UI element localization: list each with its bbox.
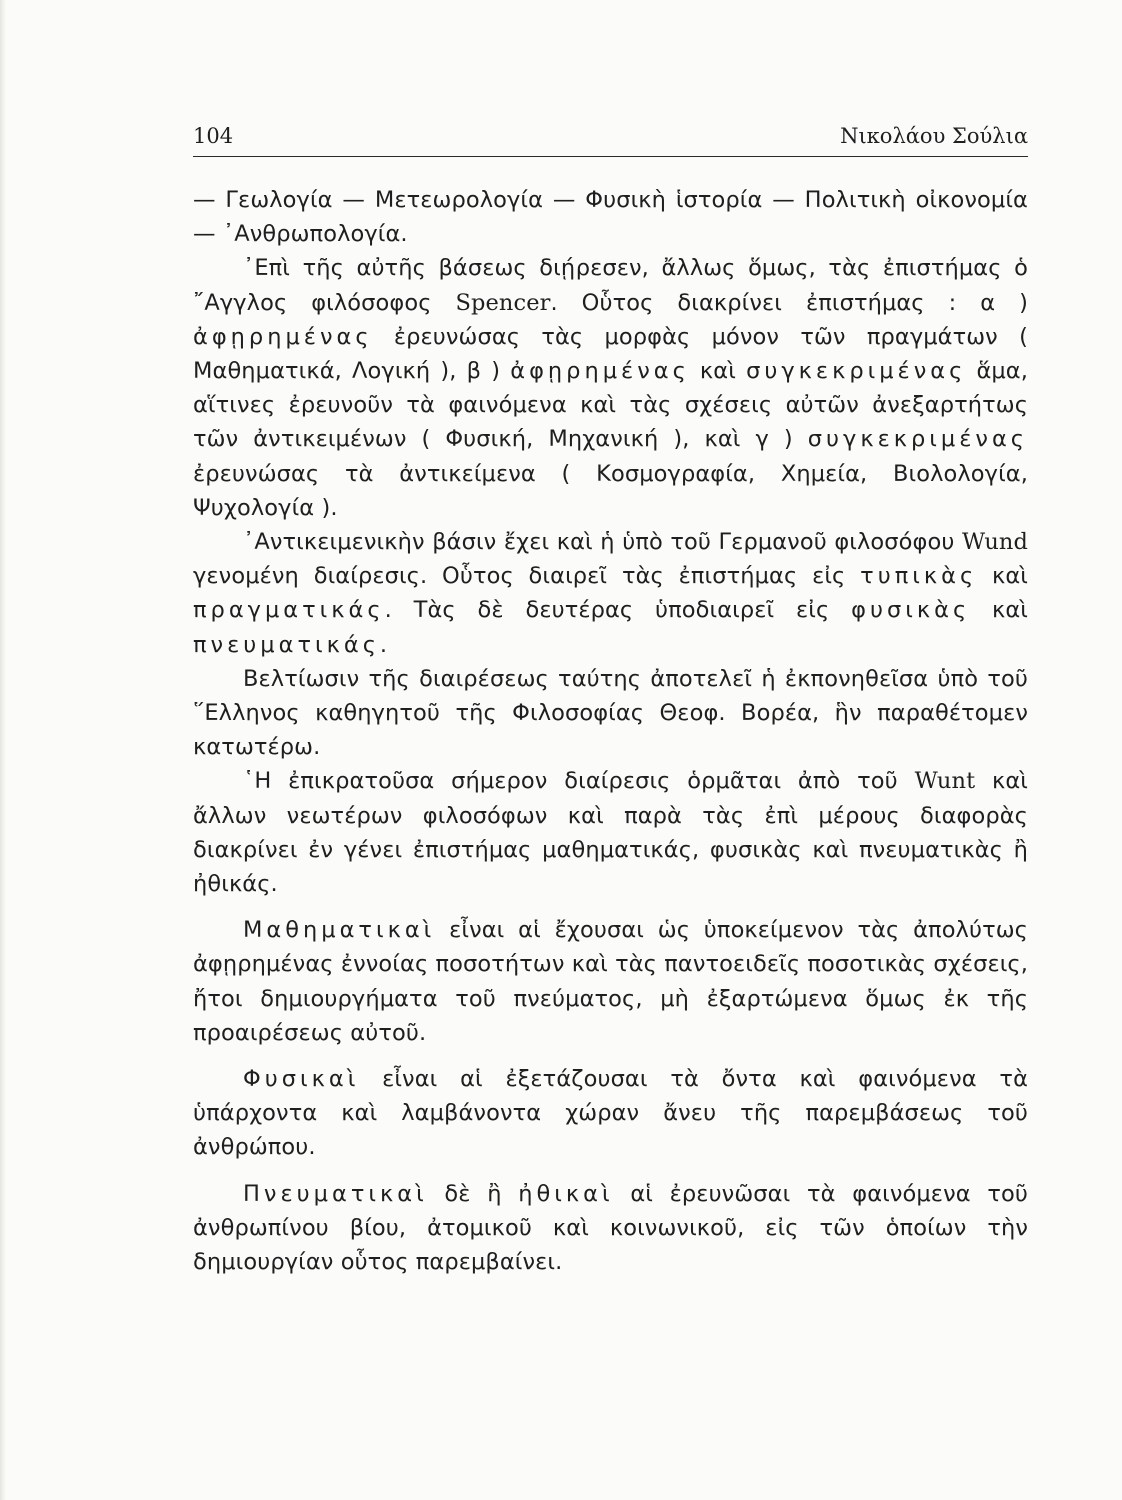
- text-run: ᾿Αντικειμενικὴν βάσιν ἔχει καὶ ἡ ὑπὸ τοῦ Γερμανοῦ φιλοσόφου: [243, 529, 962, 556]
- latin-name: Spencer: [455, 289, 551, 316]
- text-run: καὶ: [689, 358, 747, 385]
- paragraph-6: [193, 913, 1028, 1050]
- text-run: εἶναι αἱ ἐξετάζουσαι τὰ ὄντα καὶ φαινόμενα τὰ ὑπάρχοντα καὶ λαμβάνοντα χώραν ἄνευ τῆς παρεμβάσεως τοῦ ἀνθρώπου.: [193, 1066, 1028, 1161]
- page-spine-shadow: [0, 0, 6, 1500]
- spaced-emphasis-term: ἀφῃρημένας: [193, 323, 373, 350]
- text-run: εἶναι αἱ ἔχουσαι ὡς ὑποκείμενον τὰς ἀπολύτως ἀφῃρημένας ἐννοίας ποσοτήτων καὶ τὰς παντοειδεῖς ποσοτικὰς σχέσεις, ἤτοι δημιουργήματα τοῦ πνεύματος, μὴ ἐξαρτώμενα ὅμως ἐκ τῆς προαιρέσεως αὐτοῦ.: [193, 917, 1028, 1046]
- text-run: καὶ: [977, 563, 1028, 590]
- spaced-emphasis-term: ἠθικαὶ: [518, 1180, 614, 1207]
- text-run: καὶ: [970, 597, 1028, 624]
- spaced-emphasis-term: Φυσικαὶ: [243, 1066, 360, 1093]
- text-run: ἅμα, αἵτινες ἐρευνοῦν τὰ φαινόμενα καὶ τὰς σχέσεις αὐτῶν ἀνεξαρτήτως τῶν ἀντικειμένων ( Φυσική, Μηχανική ), καὶ γ ): [193, 358, 1028, 453]
- spaced-emphasis-term: πραγματικάς: [193, 597, 385, 624]
- paragraph-8: [193, 1177, 1028, 1280]
- body-text: [193, 183, 1028, 1279]
- text-run: Βελτίωσιν τῆς διαιρέσεως ταύτης ἀποτελεῖ ἡ ἐκπονηθεῖσα ὑπὸ τοῦ ῞Ελληνος καθηγητοῦ τῆς Φιλοσοφίας Θεοφ. Βορέα, ἣν παραθέτομεν κατωτέρω.: [193, 665, 1028, 761]
- text-run: ἐρευνώσας τὰ ἀντικείμενα ( Κοσμογραφία, Χημεία, Βιολολογία, Ψυχολογία ).: [193, 460, 1028, 521]
- running-head-author: Νικολάου Σούλια: [840, 124, 1028, 148]
- spaced-emphasis-term: τυπικὰς: [860, 563, 978, 590]
- latin-name: Wund: [962, 529, 1028, 556]
- text-run: ῾Η ἐπικρατοῦσα σήμερον διαίρεσις ὁρμᾶται ἀπὸ τοῦ: [243, 768, 915, 795]
- text-run: .: [379, 631, 388, 658]
- text-run: ἐρευνώσας τὰς μορφὰς μόνον τῶν πραγμάτων ( Μαθηματικά, Λογική ), β ): [193, 323, 1028, 385]
- paragraph-7: [193, 1062, 1028, 1165]
- spaced-emphasis-term: Πνευματικαὶ: [243, 1180, 428, 1207]
- page-header: [193, 120, 1028, 157]
- spaced-emphasis-term: Μαθηματικαὶ: [243, 917, 436, 944]
- text-run: καὶ ἄλλων νεωτέρων φιλοσόφων καὶ παρὰ τὰς ἐπὶ μέρους διαφορὰς διακρίνει ἐν γένει ἐπιστήμας μαθηματικάς, φυσικὰς καὶ πνευματικὰς ἢ ἠθικάς.: [193, 768, 1029, 898]
- paragraph-2: [193, 251, 1028, 525]
- paragraph-1: [193, 183, 1028, 251]
- text-run: . Τὰς δὲ δευτέρας ὑποδιαιρεῖ εἰς: [384, 597, 852, 624]
- paragraph-4: [193, 662, 1028, 765]
- latin-name: Wunt: [914, 768, 976, 795]
- spaced-emphasis-term: συγκεκριμένας: [746, 358, 967, 385]
- page-number: 104: [193, 124, 234, 148]
- spaced-emphasis-term: πνευματικάς: [193, 631, 380, 658]
- text-run: ᾿Επὶ τῆς αὐτῆς βάσεως διῄρεσεν, ἄλλως ὅμως, τὰς ἐπιστήμας ὁ ῎Αγγλος φιλόσοφος: [193, 255, 1028, 316]
- spaced-emphasis-term: συγκεκριμένας: [807, 426, 1028, 453]
- text-run: γενομένη διαίρεσις. Οὗτος διαιρεῖ τὰς ἐπιστήμας εἰς: [193, 563, 861, 590]
- text-run: αἱ ἐρευνῶσαι τὰ φαινόμενα τοῦ ἀνθρωπίνου βίου, ἀτομικοῦ καὶ κοινωνικοῦ, εἰς τῶν ὁποίων τὴν δημιουργίαν οὗτος παρεμβαίνει.: [193, 1180, 1028, 1276]
- spaced-emphasis-term: ἀφῃρημένας: [510, 358, 690, 385]
- text-run: . Οὗτος διακρίνει ἐπιστήμας : α ): [550, 289, 1028, 316]
- text-run: δὲ ἢ: [427, 1180, 519, 1207]
- paragraph-3: [193, 525, 1028, 662]
- spaced-emphasis-term: φυσικὰς: [851, 597, 971, 624]
- text-run: — Γεωλογία — Μετεωρολογία — Φυσικὴ ἱστορία — Πολιτικὴ οἰκονομία — ᾿Ανθρωπολογία.: [193, 187, 1028, 248]
- paragraph-5: [193, 764, 1028, 901]
